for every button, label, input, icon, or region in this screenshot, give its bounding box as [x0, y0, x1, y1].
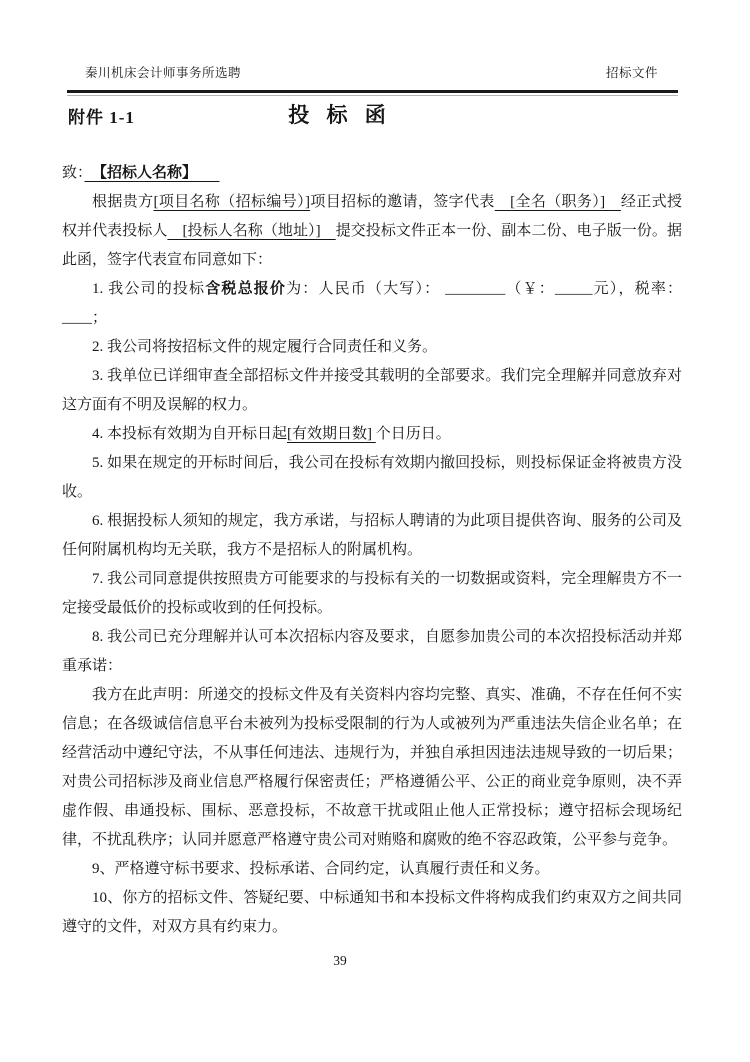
text-run: 7. 我公司同意提供按照贵方可能要求的与投标有关的一切数据或资料，完全理解贵方不一定接受最低价的投标或收到的任何投标。: [62, 571, 682, 616]
addressee-placeholder: 【招标人名称】: [84, 165, 220, 181]
text-run: 8. 我公司已充分理解并认可本次招标内容及要求，自愿参加贵公司的本次招投标活动并郑重承诺：: [62, 629, 682, 674]
page-footer: [0, 953, 680, 969]
paragraph: [62, 565, 682, 623]
text-run: 为：人民币（大写）：: [286, 281, 446, 297]
text-run: 5. 如果在规定的开标时间后，我公司在投标有效期内撤回投标，则投标保证金将被贵方没收。: [62, 455, 682, 500]
attachment-label: 附件 1-1: [68, 108, 135, 127]
salutation-line: [62, 159, 682, 188]
text-run: 项目招标的邀请，签字代表: [309, 194, 495, 210]
text-run: 1. 我公司的投标: [92, 281, 206, 297]
text-run: 3. 我单位已详细审查全部招标文件并接受其载明的全部要求。我们完全理解并同意放弃对这方面有不明及误解的权力。: [62, 368, 682, 413]
page-header: [67, 63, 678, 93]
text-run: （￥：: [505, 281, 555, 297]
text-run: 提交投标文件正本一份、副本二份、电子版一份。据此函，签字代表宣布同意如下：: [62, 223, 682, 268]
header-right-text: 招标文件: [605, 66, 658, 80]
text-run: _____: [554, 281, 593, 297]
text-run: ________: [445, 281, 506, 297]
text-run: 经正式授权并代表投标人: [62, 194, 682, 239]
placeholder-field: [项目名称（招标编号）]: [153, 194, 310, 210]
text-run: 根据贵方: [92, 194, 154, 210]
text-run: 2. 我公司将按招标文件的规定履行合同责任和义务。: [92, 339, 438, 355]
text-run: 4. 本投标有效期为自开标日起: [92, 426, 288, 442]
text-run: ____: [62, 310, 92, 326]
paragraph: [62, 623, 682, 681]
paragraph: [62, 681, 682, 855]
text-run: 6. 根据投标人须知的规定，我方承诺，与招标人聘请的为此项目提供咨询、服务的公司及任何附属机构均无关联，我方不是招标人的附属机构。: [62, 513, 682, 558]
text-run: 个日历日。: [375, 426, 451, 442]
paragraph: [62, 507, 682, 565]
text-run: 我方在此声明：所递交的投标文件及有关资料内容均完整、真实、准确，不存在任何不实信息；在各级诚信信息平台未被列为投标受限制的行为人或被列为严重违法失信企业名单；在经营活动中遵纪守法，不从事任何违法、违规行为，并独自承担因违法违规导致的一切后果；对贵公司招标涉及商业信息严格履行保密责任；严格遵循公平、公正的商业竞争原则，决不弄虚作假、串通投标、围标、恶意投标，不故意干扰或阻止他人正常投标；遵守招标会现场纪律，不扰乱秩序；认同并愿意严格遵守贵公司对贿赂和腐败的绝不容忍政策，公平参与竞争。: [62, 687, 682, 848]
placeholder-field: [投标人名称（地址）]: [167, 223, 336, 239]
paragraph: [62, 884, 682, 942]
placeholder-field: [有效期日数]: [287, 426, 376, 442]
paragraph: [62, 855, 682, 884]
placeholder-field: [全名（职务）]: [494, 194, 621, 210]
title-bar: [0, 99, 750, 133]
paragraph: [62, 420, 682, 449]
page-title: 投 标 函: [288, 103, 392, 127]
text-run: ；: [92, 310, 108, 326]
paragraph: [62, 333, 682, 362]
paragraph: [62, 188, 682, 275]
paragraph: [62, 362, 682, 420]
text-run: 9、严格遵守标书要求、投标承诺、合同约定，认真履行责任和义务。: [92, 861, 550, 877]
page-number: 39: [333, 953, 347, 968]
document-body: [62, 159, 682, 942]
paragraph: [62, 275, 682, 333]
salutation-prefix: 致：: [62, 165, 85, 181]
text-run: 含税总报价: [205, 281, 287, 297]
paragraph: [62, 449, 682, 507]
header-left-text: 秦川机床会计师事务所选聘: [85, 66, 242, 80]
text-run: 元），税率：: [592, 281, 682, 297]
text-run: 10、你方的招标文件、答疑纪要、中标通知书和本投标文件将构成我们约束双方之间共同遵守的文件，对双方具有约束力。: [62, 890, 682, 935]
